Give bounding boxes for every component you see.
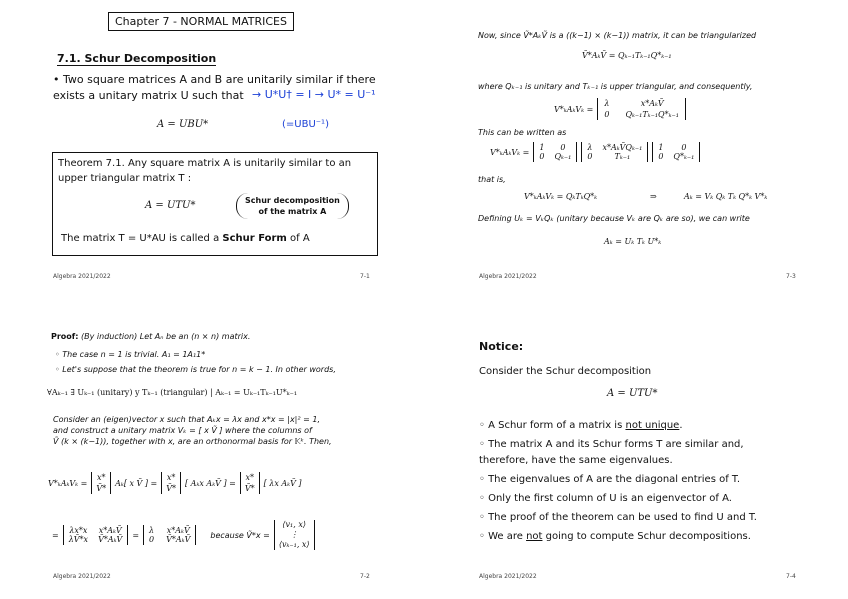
slide3-eq-5: Aₖ = Uₖ Tₖ U*ₖ: [604, 237, 662, 246]
slide3-line-3: This can be written as: [478, 128, 567, 137]
slide3-eq-2: [554, 98, 686, 120]
theorem-side-line-2: of the matrix A: [258, 207, 327, 216]
chapter-title: Chapter 7 - NORMAL MATRICES: [108, 12, 294, 31]
slide-7-4: [424, 300, 848, 599]
bullet-3: ◦ The eigenvalues of A are the diagonal entries of T.: [479, 474, 741, 485]
schur-decomposition-label: [236, 193, 349, 219]
case-2: ◦ Let's suppose that the theorem is true for n = k − 1. In other words,: [55, 365, 336, 374]
section-title: 7.1. Schur Decomposition: [57, 52, 217, 65]
eqb-m1-2: λṼ*x: [68, 535, 89, 544]
slide3-line-5: Defining Uₖ = VₖQₖ (unitary because Vₖ are Qₖ are so), we can write: [478, 214, 750, 223]
because-label: because Ṽ*x =: [210, 530, 270, 540]
para-line-2: and construct a unitary matrix Vₖ = [ x Ṽ ] where the columns of: [53, 426, 312, 435]
eqa-p7: Ṽ*: [244, 484, 255, 493]
eq-b: = λx*x x*AₖṼ λṼ*x Ṽ*AₖṼ = λ x*AₖṼ 0 Ṽ*AₖṼ because Ṽ*x = ⟨v₁, x⟩ ⋮ ⟨vₖ₋₁, x⟩: [52, 520, 315, 550]
eqa-p5: [ Aₖx AₖṼ ] =: [185, 478, 236, 488]
m3-0: 1: [658, 143, 664, 152]
bullet-2-cont: therefore, have the same eigenvalues.: [479, 455, 673, 466]
m3-3: Q*ₖ₋₁: [673, 152, 695, 161]
slide3-line-4: that is,: [478, 175, 506, 184]
schur-form-term: Schur Form: [222, 233, 287, 244]
theorem-box: [52, 152, 378, 256]
bullet-5: ◦ The proof of the theorem can be used to find U and T.: [479, 512, 757, 523]
notice-intro: Consider the Schur decomposition: [479, 366, 652, 377]
footer-left: Algebra 2021/2022: [479, 273, 537, 280]
theorem-line-3: [61, 233, 310, 244]
eq2-b: x*AₖṼ: [640, 99, 664, 108]
eq2-a: λ: [604, 99, 610, 108]
bullet-1-underlined: not unique: [625, 420, 680, 431]
bullet-6-c: going to compute Schur decompositions.: [542, 531, 751, 542]
theorem-line-1: Theorem 7.1. Any square matrix A is unitarily similar to an: [58, 158, 352, 169]
eq2-c: 0: [604, 110, 610, 119]
bullet-6-underlined: not: [526, 531, 543, 542]
theorem-side-line-1: Schur decomposition: [245, 196, 340, 205]
slide3-eq-4a: V*ₖAₖVₖ = QₖTₖQ*ₖ: [524, 192, 598, 201]
eq-a: [48, 472, 302, 494]
eqa-p0: x*: [96, 473, 106, 482]
eqa-p8: [ λx AₖṼ ]: [263, 478, 302, 488]
definition-equation: A = UBU*: [157, 119, 209, 130]
proof-rest: (By induction) Let Aₙ be an (n × n) matrix.: [78, 332, 251, 341]
bullet-4: ◦ Only the first column of U is an eigenvector of A.: [479, 493, 732, 504]
eqa-p1: Ṽ*: [96, 484, 107, 493]
slide3-line-1: Now, since Ṽ*AₖṼ is a ((k−1) × (k−1)) matrix, it can be triangularized: [478, 31, 757, 40]
m1-0: 1: [539, 143, 545, 152]
vec-0: ⟨v₁, x⟩: [282, 520, 306, 529]
m1-1: 0: [560, 143, 566, 152]
footer-page: 7-2: [360, 573, 370, 580]
footer-page: 7-3: [786, 273, 796, 280]
theorem-equation: A = UTU*: [145, 200, 196, 211]
eqb-m1-3: Ṽ*AₖṼ: [98, 535, 123, 544]
eqa-p4: Ṽ*: [166, 484, 177, 493]
bullet-1: [479, 420, 683, 431]
eq2-lhs: V*ₖAₖVₖ =: [554, 104, 594, 114]
definition-line-2: exists a unitary matrix U such that: [53, 89, 244, 102]
eqb-m2-2: 0: [149, 535, 155, 544]
notice-equation: A = UTU*: [607, 388, 658, 399]
proof-line: [51, 332, 250, 341]
handwritten-note-2: (=UBU⁻¹): [282, 119, 329, 130]
theorem-line-2: upper triangular matrix T :: [58, 173, 192, 184]
eqa-p3: x*: [166, 473, 176, 482]
slide3-eq-4-arrow: ⇒: [650, 192, 657, 201]
para-line-1: Consider an (eigen)vector x such that Aₖx = λx and x*x = |x|² = 1,: [53, 415, 320, 424]
m2-3: Tₖ₋₁: [614, 152, 631, 161]
m1-3: Qₖ₋₁: [554, 152, 572, 161]
eqb-m2-0: λ: [149, 526, 155, 535]
eqb-m1-1: x*AₖṼ: [98, 526, 122, 535]
theorem-line-3-a: The matrix T = U*AU is called a: [61, 233, 223, 244]
bullet-2: ◦ The matrix A and its Schur forms T are similar and,: [479, 439, 744, 450]
notice-title: Notice:: [479, 340, 524, 353]
slide-7-2: [0, 300, 424, 599]
para-line-3: Ṽ (k × (k−1)), together with x, are an orthonormal basis for 𝕂ᵏ. Then,: [53, 437, 332, 446]
theorem-line-3-c: of A: [286, 233, 310, 244]
definition-line-1: • Two square matrices A and B are unitarily similar if there: [53, 73, 376, 86]
m1-2: 0: [539, 152, 545, 161]
bullet-1-c: .: [679, 420, 683, 431]
proof-head: Proof:: [51, 332, 79, 341]
slide3-eq-4b: Aₖ = Vₖ Qₖ Tₖ Q*ₖ V*ₖ: [684, 192, 768, 201]
slide3-eq-3: [490, 142, 700, 162]
slide-7-3: [424, 0, 848, 299]
forall-equation: ∀Aₖ₋₁ ∃ Uₖ₋₁ (unitary) y Tₖ₋₁ (triangular) | Aₖ₋₁ = Uₖ₋₁Tₖ₋₁U*ₖ₋₁: [47, 388, 298, 397]
bullet-6-a: ◦ We are: [479, 531, 527, 542]
m2-0: λ: [587, 143, 593, 152]
slide-7-1: [0, 0, 424, 299]
m3-2: 0: [658, 152, 664, 161]
eqb-m1-0: λx*x: [69, 526, 88, 535]
eqa-p2: Aₖ[ x Ṽ ] =: [115, 478, 158, 488]
eq2-d: Qₖ₋₁Tₖ₋₁Q*ₖ₋₁: [625, 110, 679, 119]
eq3-lhs: V*ₖAₖVₖ =: [490, 147, 530, 157]
slide3-eq-1: Ṽ*AₖṼ = Qₖ₋₁Tₖ₋₁Q*ₖ₋₁: [582, 51, 672, 60]
footer-left: Algebra 2021/2022: [479, 573, 537, 580]
eqa-lhs: V*ₖAₖVₖ =: [48, 478, 88, 488]
eqb-m2-1: x*AₖṼ: [166, 526, 190, 535]
m2-2: 0: [587, 152, 593, 161]
handwritten-note: → U*U† = I → U* = U⁻¹: [252, 88, 376, 101]
vec-1: ⋮: [290, 530, 299, 539]
case-1: ◦ The case n = 1 is trivial. A₁ = 1A₁1*: [55, 350, 206, 359]
eqa-p6: x*: [245, 473, 254, 482]
vec-2: ⟨vₖ₋₁, x⟩: [278, 540, 310, 549]
footer-page: 7-4: [786, 573, 796, 580]
m3-1: 0: [681, 143, 687, 152]
bullet-6: [479, 531, 751, 542]
bullet-1-a: ◦ A Schur form of a matrix is: [479, 420, 626, 431]
eqb-m2-3: Ṽ*AₖṼ: [166, 535, 191, 544]
m2-1: x*AₖṼQₖ₋₁: [602, 143, 643, 152]
slide3-line-2: where Qₖ₋₁ is unitary and Tₖ₋₁ is upper triangular, and consequently,: [478, 82, 753, 91]
footer-left: Algebra 2021/2022: [53, 273, 111, 280]
footer-left: Algebra 2021/2022: [53, 573, 111, 580]
footer-page: 7-1: [360, 273, 370, 280]
